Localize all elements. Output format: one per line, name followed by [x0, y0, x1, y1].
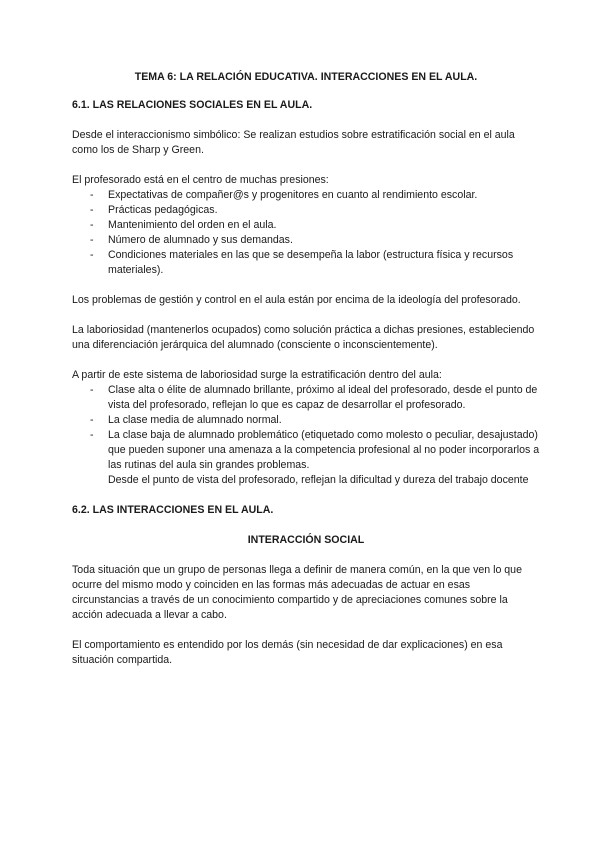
- section-2-paragraph-1: Toda situación que un grupo de personas llega a definir de manera común, en la que ven lo que ocurre del mismo modo y coinciden en las formas más adecuadas de actuar en esas circunstancias a través de un conocimiento compartido y de apreciaciones comunes sobre la acción adecuada a llevar a cabo.: [72, 564, 522, 621]
- list-item: - Número de alumnado y sus demandas.: [72, 233, 540, 248]
- section-1-paragraph-1: Desde el interaccionismo simbólico: Se realizan estudios sobre estratificación social en el aula como los de Sharp y Green.: [72, 129, 515, 156]
- classes-list: [72, 383, 540, 488]
- list-item: - Condiciones materiales en las que se desempeña la labor (estructura física y recursos materiales).: [72, 248, 540, 278]
- document-page: [72, 70, 540, 683]
- section-1-heading: 6.1. LAS RELACIONES SOCIALES EN EL AULA.: [72, 99, 313, 111]
- list-item-continuation: Desde el punto de vista del profesorado, reflejan la dificultad y dureza del trabajo docente: [108, 474, 529, 486]
- section-1-paragraph-4: La laboriosidad (mantenerlos ocupados) como solución práctica a dichas presiones, estableciendo una diferenciación jerárquica del alumnado (consciente o inconscientemente).: [72, 324, 535, 351]
- list-item: - La clase media de alumnado normal.: [72, 413, 540, 428]
- list-item-text: La clase baja de alumnado problemático (etiquetado como molesto o peculiar, desajustado) que pueden suponer una amenaza a la competencia profesional al no poder incorporarlos a las rutinas del aula sin grandes problemas.: [108, 429, 540, 471]
- list-item: - Mantenimiento del orden en el aula.: [72, 218, 540, 233]
- section-2-paragraph-2: El comportamiento es entendido por los demás (sin necesidad de dar explicaciones) en esa situación compartida.: [72, 639, 503, 666]
- pressures-lead: El profesorado está en el centro de muchas presiones:: [72, 174, 329, 186]
- list-item: - Clase alta o élite de alumnado brillante, próximo al ideal del profesorado, desde el punto de vista del profesorado, reflejan lo que es capaz de desarrollar el profesorado.: [72, 383, 540, 413]
- document-title: TEMA 6: LA RELACIÓN EDUCATIVA. INTERACCIONES EN EL AULA.: [134, 71, 478, 83]
- section-1-paragraph-3: Los problemas de gestión y control en el aula están por encima de la ideología del profesorado.: [72, 294, 521, 306]
- section-2-heading: 6.2. LAS INTERACCIONES EN EL AULA.: [72, 504, 274, 516]
- list-item: - Prácticas pedagógicas.: [72, 203, 540, 218]
- pressures-list: [72, 188, 540, 278]
- list-item: - Expectativas de compañer@s y progenitores en cuanto al rendimiento escolar.: [72, 188, 540, 203]
- list-item: [72, 428, 540, 488]
- stratification-lead: A partir de este sistema de laboriosidad surge la estratificación dentro del aula:: [72, 369, 442, 381]
- section-2-subheading: INTERACCIÓN SOCIAL: [247, 534, 365, 546]
